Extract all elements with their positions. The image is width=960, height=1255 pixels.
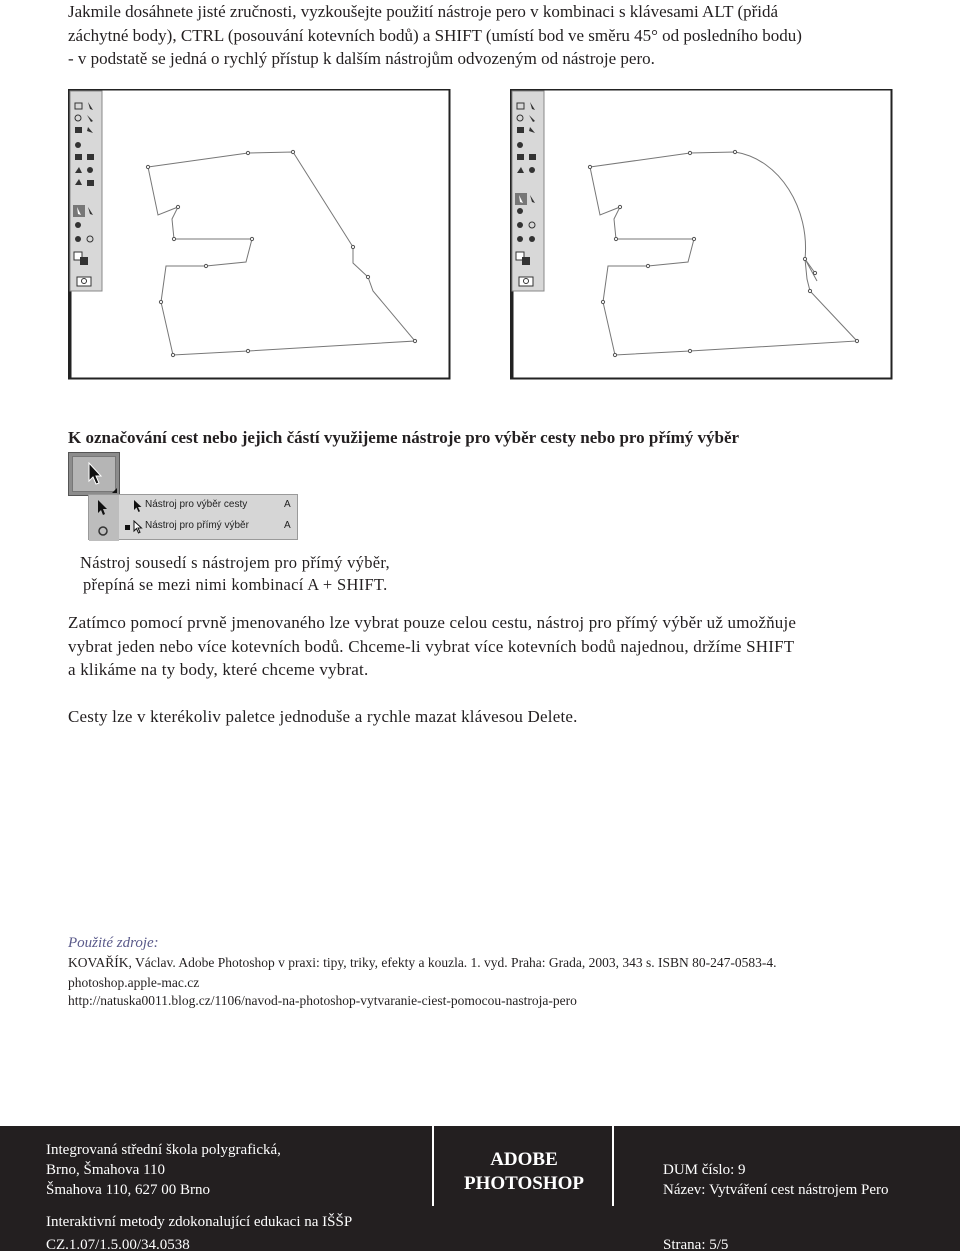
page-footer: [0, 1126, 960, 1251]
project-code: CZ.1.07/1.5.00/34.0538: [46, 1237, 190, 1253]
subject-line: PHOTOSHOP: [463, 1173, 584, 1194]
intro-paragraph: [68, 0, 898, 71]
current-tool-marker: [125, 525, 130, 530]
hollow-arrow-cursor-icon: [133, 520, 143, 534]
footer-divider: [612, 1126, 614, 1206]
source-item: photoshop.apple-mac.cz: [68, 975, 200, 990]
school-name: Integrovaná střední škola polygrafická,: [46, 1142, 281, 1158]
tool-flyout-menu: [88, 494, 298, 540]
page-number: Strana: 5/5: [663, 1237, 729, 1253]
caption-line: Nástroj sousedí s nástrojem pro přímý výběr,: [80, 553, 390, 572]
project-name: Interaktivní metody zdokonalující edukaci na IŠŠP: [46, 1214, 353, 1230]
arrow-cursor-icon: [133, 499, 143, 513]
toolbox-panel: [70, 91, 102, 291]
body-paragraph: [68, 611, 898, 682]
school-address: Šmahova 110, 627 00 Brno: [46, 1182, 211, 1198]
menu-item-direct-selection[interactable]: [119, 517, 297, 539]
menu-item-label: Nástroj pro přímý výběr: [145, 520, 249, 531]
source-item: KOVAŘÍK, Václav. Adobe Photoshop v praxi: tipy, triky, efekty a kouzla. 1. vyd. Praha: Grada, 2003, 343 s. ISBN 80-247-0583-4.: [68, 955, 777, 970]
path-selection-tool-button[interactable]: [68, 452, 120, 496]
paragraph-line: Zatímco pomocí prvně jmenovaného lze vybrat pouze celou cestu, nástroj pro přímý výběr už umožňuje: [68, 613, 797, 632]
pen-path-screenshot-left: [68, 89, 452, 381]
document-title: Název: Vytváření cest nástrojem Pero: [663, 1182, 889, 1198]
arrow-cursor-icon: [87, 462, 103, 486]
school-city: Brno, Šmahova 110: [46, 1162, 166, 1178]
source-link[interactable]: http://natuska0011.blog.cz/1106/navod-na-photoshop-vytvaranie-ciest-pomocou-nastroja-pero: [68, 993, 577, 1008]
menu-item-label: Nástroj pro výběr cesty: [145, 499, 248, 510]
section-heading: K označování cest nebo jejich částí využijeme nástroje pro výběr cesty nebo pro přímý výběr: [68, 428, 740, 447]
toolbox-panel: [512, 91, 544, 291]
footer-divider: [432, 1126, 434, 1206]
body-paragraph-delete: Cesty lze v kterékoliv paletce jednoduše a rychle mazat klávesou Delete.: [68, 707, 578, 726]
intro-line: záchytné body), CTRL (posouvání kotevních bodů) a SHIFT (umístí bod ve směru 45° od posledního bodu): [68, 25, 802, 45]
sources-label: Použité zdroje:: [68, 935, 159, 951]
magnifier-icon: [97, 525, 111, 539]
subject-name: [436, 1148, 612, 1196]
paragraph-line: a klikáme na ty body, které chceme vybrat.: [68, 660, 369, 679]
intro-line: - v podstatě se jedná o rychlý přístup k dalším nástrojům odvozeným od nástroje pero.: [68, 49, 655, 68]
menu-item-shortcut: A: [284, 520, 291, 531]
arrow-cursor-icon: [96, 499, 110, 517]
menu-item-shortcut: A: [284, 499, 291, 510]
intro-line: Jakmile dosáhnete jisté zručnosti, vyzkoušejte použití nástroje pero v kombinaci s klávesami ALT (přidá: [68, 2, 779, 21]
subject-line: ADOBE: [490, 1149, 558, 1170]
menu-item-path-selection[interactable]: [119, 495, 297, 517]
caption-line: přepíná se mezi nimi kombinací A + SHIFT.: [83, 575, 388, 594]
paragraph-line: vybrat jeden nebo více kotevních bodů. Chceme-li vybrat více kotevních bodů najednou, držíme SHIFT: [68, 636, 795, 656]
dum-number: DUM číslo: 9: [663, 1162, 746, 1178]
pen-path-screenshot-right: [510, 89, 894, 381]
